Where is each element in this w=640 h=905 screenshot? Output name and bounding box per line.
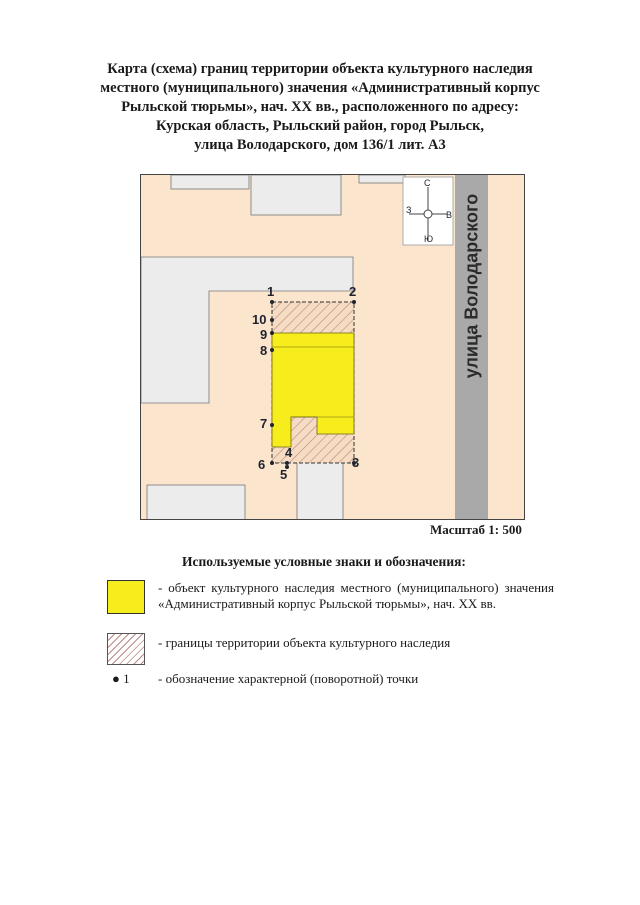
building	[171, 175, 249, 189]
street-label	[451, 188, 493, 384]
compass-east-label: В	[446, 210, 453, 220]
title-line: Рыльской тюрьмы», нач. XX вв., расположенного по адресу:	[121, 99, 519, 115]
compass-north-label: С	[424, 178, 431, 188]
compass-west-label: З	[406, 205, 412, 215]
title-line: Карта (схема) границ территории объекта культурного наследия	[107, 61, 533, 77]
point-label-10: 10	[252, 312, 267, 327]
map-scale: Масштаб 1: 500	[430, 522, 522, 537]
street-name: улица Володарского	[461, 193, 482, 379]
building	[251, 175, 341, 215]
map-title	[60, 60, 580, 155]
title-line: Курская область, Рыльский район, город Рыльск,	[155, 118, 485, 134]
legend-title: Используемые условные знаки и обозначения:	[182, 554, 466, 569]
point-marker	[270, 461, 274, 465]
legend-text-territory: - границы территории объекта культурного наследия	[158, 635, 451, 650]
point-label-3: 3	[352, 455, 360, 470]
legend-swatch-territory	[107, 633, 145, 665]
point-label-5: 5	[280, 467, 288, 482]
point-label-4: 4	[285, 445, 293, 460]
point-label-2: 2	[349, 284, 357, 299]
point-label-9: 9	[260, 327, 268, 342]
building	[147, 485, 245, 520]
point-marker	[352, 300, 356, 304]
legend-text-object: - объект культурного наследия местного (муниципального) значения «Административный корпус Рыльской тюрьмы», нач. XX вв.	[158, 580, 554, 611]
title-line: местного (муниципального) значения «Административный корпус	[100, 80, 540, 96]
point-label-6: 6	[258, 457, 266, 472]
compass-south-label: Ю	[424, 234, 434, 244]
legend-swatch-object	[107, 580, 145, 614]
legend-text-point: - обозначение характерной (поворотной) точки	[158, 671, 419, 686]
point-label-8: 8	[260, 343, 268, 358]
point-label-1: 1	[267, 284, 275, 299]
point-marker	[285, 461, 289, 465]
point-marker	[270, 331, 274, 335]
point-label-7: 7	[260, 416, 268, 431]
legend-point-symbol: ● 1	[112, 671, 130, 686]
point-marker	[270, 318, 274, 322]
building	[297, 461, 343, 520]
point-marker	[270, 300, 274, 304]
building	[359, 175, 405, 183]
point-marker	[270, 348, 274, 352]
title-line: улица Володарского, дом 136/1 лит. А3	[194, 137, 446, 153]
point-marker	[270, 423, 274, 427]
